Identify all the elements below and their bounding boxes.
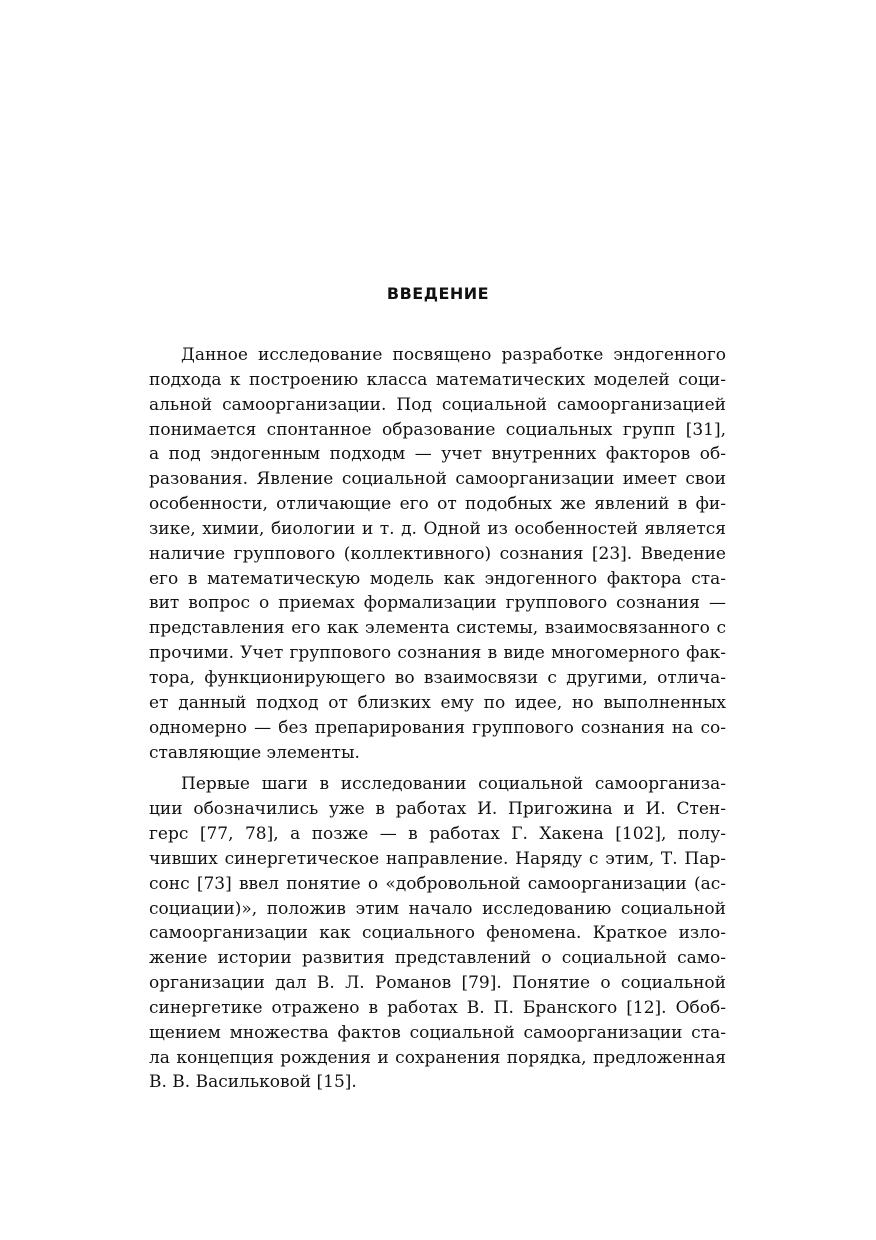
text-line: зике, химии, биологии и т. д. Одной из особенностей является [149, 518, 726, 539]
text-line: подхода к построению класса математических моделей соци- [149, 369, 726, 390]
paragraph-gap [149, 765, 726, 772]
paragraph-1 [149, 343, 726, 765]
text-line: Первые шаги в исследовании социальной самоорганиза- [181, 774, 726, 795]
text-line: организации дал В. Л. Романов [79]. Понятие о социальной [149, 973, 726, 994]
text-line: ет данный подход от близких ему по идее, но выполненных [149, 692, 726, 713]
text-line: особенности, отличающие его от подобных же явлений в фи- [149, 494, 726, 515]
text-line: одномерно — без препарирования группового сознания на со- [149, 717, 726, 738]
text-line: щением множества фактов социальной самоорганизации ста- [149, 1022, 726, 1043]
text-line: его в математическую модель как эндогенного фактора ста- [149, 568, 726, 589]
text-line: прочими. Учет группового сознания в виде многомерного фак- [149, 643, 726, 664]
text-line: жение истории развития представлений о социальной само- [149, 948, 726, 969]
text-line: ла концепция рождения и сохранения порядка, предложенная [149, 1047, 726, 1068]
text-line: разования. Явление социальной самоорганизации имеет свои [149, 469, 726, 490]
paragraph-2 [149, 772, 726, 1095]
text-line: самоорганизации как социального феномена. Краткое изло- [149, 923, 726, 944]
text-line: понимается спонтанное образование социальных групп [31], [149, 419, 726, 440]
text-line: чивших синергетическое направление. Наряду с этим, Т. Пар- [149, 848, 726, 869]
text-line: сонс [73] ввел понятие о «добровольной самоорганизации (ас- [149, 873, 726, 894]
text-line: Данное исследование посвящено разработке эндогенного [181, 345, 726, 365]
page-title: ВВЕДЕНИЕ [386, 284, 490, 303]
text-line: а под эндогенным подходм — учет внутренних факторов об- [149, 444, 726, 465]
text-line: синергетике отражено в работах В. П. Бранского [12]. Обоб- [149, 997, 726, 1018]
text-line: тора, функционирующего во взаимосвязи с другими, отлича- [149, 667, 726, 688]
text-line: социации)», положив этим начало исследованию социальной [149, 898, 726, 919]
text-line: наличие группового (коллективного) сознания [23]. Введение [149, 543, 726, 564]
body-text [149, 343, 726, 1095]
text-line: В. В. Васильковой [15]. [149, 1072, 357, 1093]
text-line: альной самоорганизации. Под социальной самоорганизацией [149, 394, 726, 415]
text-line: герс [77, 78], а позже — в работах Г. Хакена [102], полу- [149, 824, 726, 845]
text-line: вит вопрос о приемах формализации группового сознания — [149, 593, 726, 614]
text-line: ставляющие элементы. [149, 742, 360, 763]
text-line: представления его как элемента системы, взаимосвязанного с [149, 618, 726, 639]
text-line: ции обозначились уже в работах И. Пригожина и И. Стен- [149, 799, 726, 820]
